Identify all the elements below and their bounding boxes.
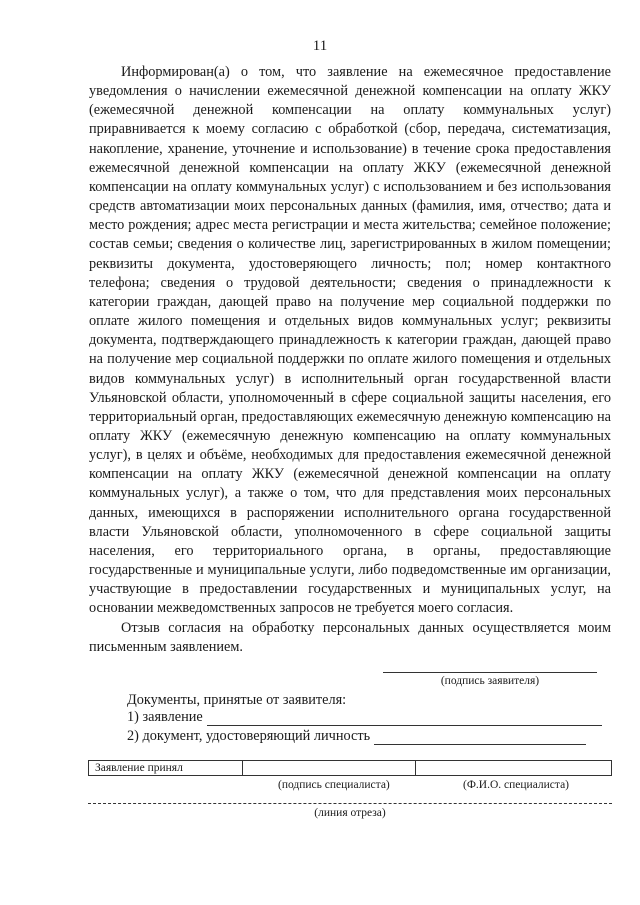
applicant-signature-caption: (подпись заявителя) bbox=[440, 675, 540, 687]
consent-paragraph: Отзыв согласия на обработку персональных данных осуществляется моим письменным заявлением. bbox=[89, 619, 611, 655]
document-item bbox=[127, 728, 586, 745]
document-item bbox=[127, 709, 602, 726]
cut-line bbox=[88, 803, 612, 804]
document-item-fill-line bbox=[207, 711, 602, 726]
acceptance-name-cell bbox=[415, 761, 416, 775]
document-item-label: 2) документ, удостоверяющий личность bbox=[127, 728, 371, 744]
specialist-signature-caption: (подпись специалиста) bbox=[278, 779, 390, 791]
acceptance-signature-cell bbox=[242, 761, 243, 775]
acceptance-table bbox=[88, 760, 612, 776]
document-item-label: 1) заявление bbox=[127, 709, 203, 725]
consent-paragraph: Информирован(а) о том, что заявление на ежемесячное предоставление уведомления о начислении ежемесячной денежной компенсации на оплату ЖКУ (ежемесячной денежной компенсации на оплату коммунальных услуг) приравнивается к моему согласию с обработкой (сбор, передача, систематизация, накопление, хранение, уточнение и использование) в течение срока предоставления ежемесячной денежной компенсации на оплату ЖКУ (ежемесячной денежной компенсации на оплату коммунальных услуг) с использованием и без использования средств автоматизации моих персональных данных (фамилия, имя, отчество; дата и место рождения; адрес места регистрации и места жительства; семейное положение; состав семьи; сведения о количестве лиц, зарегистрированных в жилом помещении; реквизиты документа, удостоверяющего личность; пол; номер контактного телефона; сведения о трудовой деятельности; сведения о принадлежности к категории граждан, дающей право на получение мер социальной поддержки по оплате жилого помещения и отдельных видов коммунальных услуг; реквизиты документа, подтверждающего принадлежность к категории граждан, дающей право на получение мер социальной поддержки по оплате жилого помещения и отдельных видов коммунальных услуг) в исполнительный орган государственной власти Ульяновской области, уполномоченный в сфере социальной защиты населения, его территориальный орган, предоставляющих ежемесячную денежную компенсацию на оплату ЖКУ (ежемесячную денежную компенсацию на оплату коммунальных услуг), в целях и объёме, необходимых для предоставления ежемесячной денежной компенсации на оплату ЖКУ (ежемесячной денежной компенсации на оплату коммунальных услуг), а также о том, что для представления моих персональных данных, имеющихся в распоряжении исполнительного органа государственной власти Ульяновской области, уполномоченного в сфере социальной защиты населения, его территориального органа, в органы, предоставляющие государственные и муниципальные услуги, либо подведомственные им организации, участвующие в предоставлении государственных и муниципальных услуг, на основании межведомственных запросов не требуется моего согласия. bbox=[89, 64, 611, 617]
document-item-fill-line bbox=[374, 730, 586, 745]
consent-text bbox=[89, 63, 611, 657]
specialist-name-caption: (Ф.И.О. специалиста) bbox=[463, 779, 569, 791]
documents-heading: Документы, принятые от заявителя: bbox=[127, 692, 347, 708]
acceptance-label: Заявление принял bbox=[95, 762, 183, 774]
applicant-signature-line bbox=[383, 672, 597, 673]
cut-line-caption: (линия отреза) bbox=[314, 807, 386, 819]
page-number: 11 bbox=[312, 38, 328, 54]
